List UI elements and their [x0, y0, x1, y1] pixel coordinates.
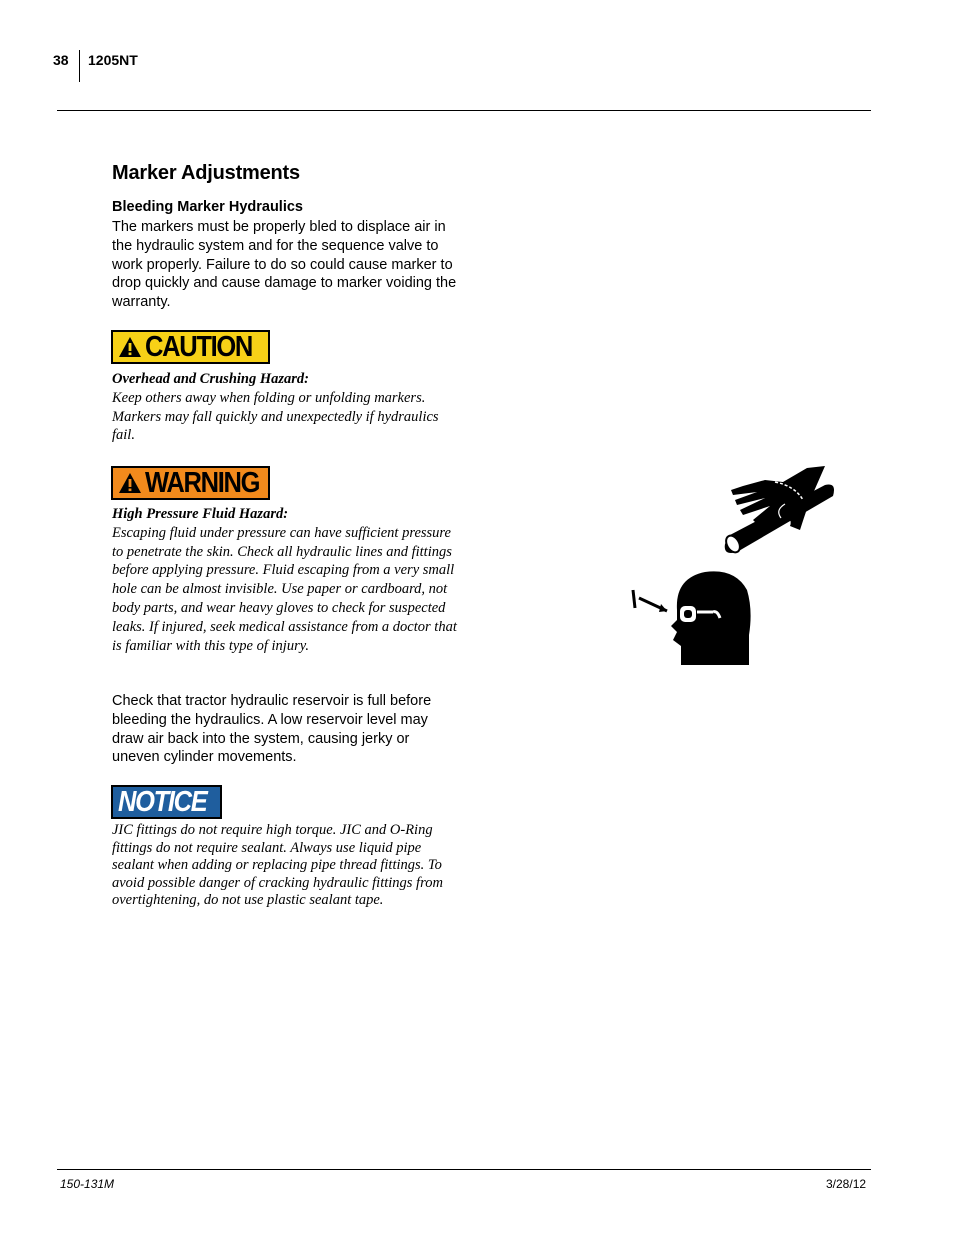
warning-label-text: WARNING — [145, 466, 260, 499]
hand-fluid-injection-icon — [723, 466, 834, 555]
notice-label — [111, 785, 222, 819]
intro-paragraph: The markers must be properly bled to displace air in the hydraulic system and for the sequence valve to work properly. Failure to do so could cause marker to drop quickly and cause damage to marker voiding the warranty. — [112, 219, 457, 311]
safety-alert-icon — [118, 472, 142, 494]
safety-alert-icon — [118, 336, 142, 358]
page-number: 38 — [53, 52, 69, 68]
caution-label-text: CAUTION — [145, 330, 253, 363]
warning-text: Escaping fluid under pressure can have sufficient pressure to penetrate the skin. Check all hydraulic lines and fittings before applying pressure. Fluid escaping from a very small hole can be almost invisible. Use paper or cardboard, not body parts, and wear heavy gloves to check for suspected leaks. If injured, seek medical assistance from a doctor that is familiar with this type of injury. — [112, 524, 457, 654]
notice-label-text: NOTICE — [118, 785, 207, 818]
document-date: 3/28/12 — [826, 1177, 867, 1191]
eye-protection-head-icon — [633, 571, 751, 665]
header-divider — [79, 50, 80, 82]
warning-hazard-title: High Pressure Fluid Hazard: — [112, 506, 289, 522]
model-name: 1205NT — [88, 52, 138, 68]
section-title: Marker Adjustments — [112, 162, 300, 184]
warning-message — [112, 505, 457, 655]
warning-label — [111, 466, 270, 500]
reservoir-paragraph: Check that tractor hydraulic reservoir is full before bleeding the hydraulics. A low reservoir level may draw air back into the system, causing jerky or uneven cylinder movements. — [112, 693, 432, 766]
document-number: 150-131M — [60, 1177, 115, 1191]
high-pressure-fluid-pictogram — [625, 460, 840, 670]
caution-text: Keep others away when folding or unfolding markers. Markers may fall quickly and unexpectedly if hydraulics fail. — [112, 389, 439, 444]
footer-rule — [57, 1169, 871, 1170]
caution-message — [112, 370, 457, 445]
caution-label — [111, 330, 270, 364]
header-rule — [57, 110, 871, 111]
caution-hazard-title: Overhead and Crushing Hazard: — [112, 371, 309, 387]
subsection-title: Bleeding Marker Hydraulics — [112, 199, 303, 215]
notice-text: JIC fittings do not require high torque. JIC and O-Ring fittings do not require sealant. Always use liquid pipe sealant when adding or replacing pipe thread fittings. To avoid possible danger of cracking hydraulic fittings from overtightening, do not use plastic sealant tape. — [112, 822, 443, 909]
